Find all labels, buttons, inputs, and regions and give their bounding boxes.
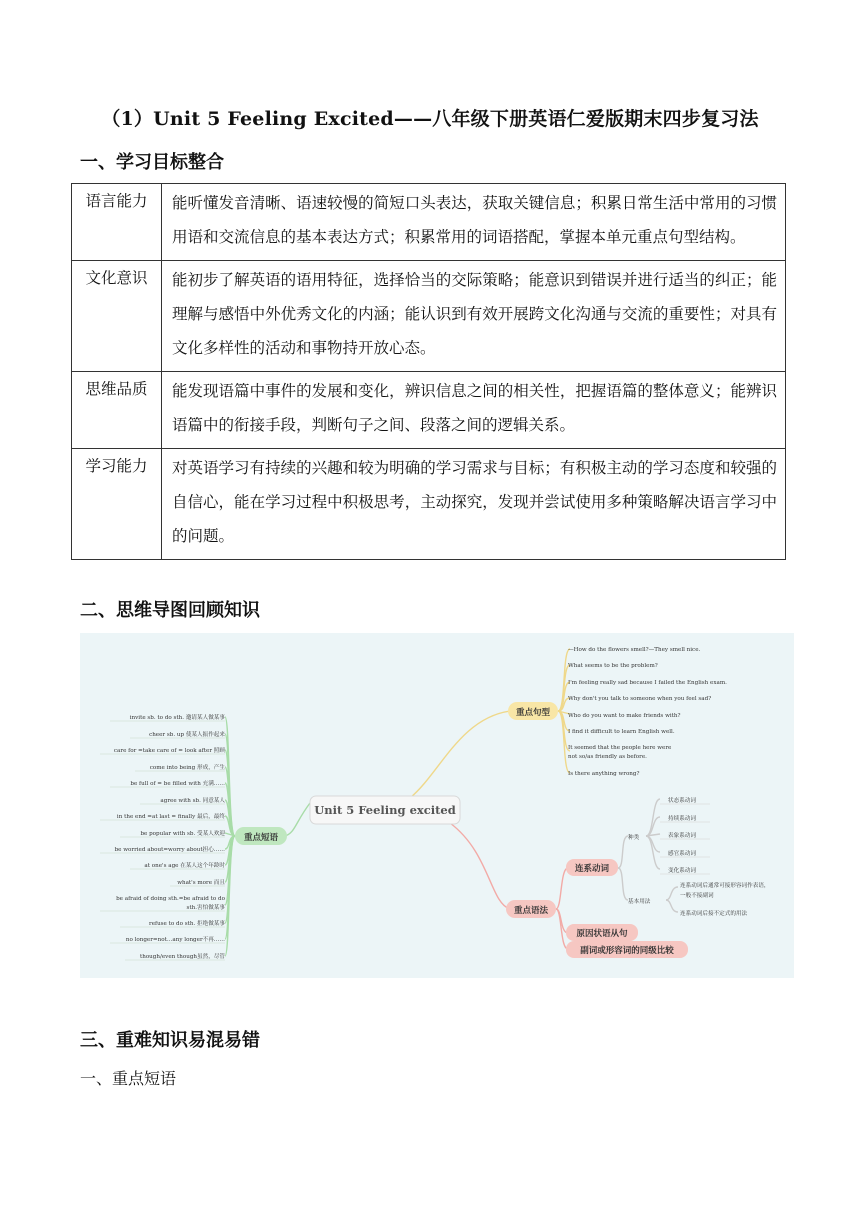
usage-item: 连系动词后通常可接形容词作表语，: [680, 883, 770, 889]
phrase-item: no longer=not…any longer不再……: [125, 937, 225, 943]
phrase-item: care for =take care of = look after 照顾: [113, 748, 225, 754]
kind-item: 持续系动词: [668, 816, 696, 822]
goal-description: 能听懂发音清晰、语速较慢的简短口头表达，获取关键信息；积累日常生活中常用的习惯用语和交流信息的基本表达方式；积累常用的词语搭配，掌握本单元重点句型结构。: [162, 184, 786, 261]
sentence-item: What seems to be the problem?: [568, 663, 658, 669]
sentence-item: Why don't you talk to someone when you feel sad?: [568, 696, 712, 702]
document-title: （1）Unit 5 Feeling Excited——八年级下册英语仁爱版期末四步复习法: [101, 108, 759, 130]
usage-item: 连系动词后接不定式的用法: [680, 911, 748, 917]
section-heading-mindmap: 二、思维导图回顾知识: [80, 600, 260, 621]
sentence-item: Is there anything wrong?: [568, 771, 640, 777]
sentence-item: —How do the flowers smell?—They smell nice.: [568, 647, 701, 653]
usage-label: 基本用法: [628, 899, 651, 905]
kinds-label: 种类: [628, 835, 640, 841]
phrase-item: refuse to do sth. 拒绝做某事: [149, 921, 225, 927]
table-row: [72, 261, 786, 372]
mind-map-center-label: Unit 5 Feeling excited: [314, 803, 456, 817]
kind-item: 表象系动词: [668, 833, 696, 839]
sentence-item: Who do you want to make friends with?: [568, 713, 681, 719]
section-heading-key-points: 三、重难知识易混易错: [80, 1030, 260, 1051]
phrase-item: what's more 而且: [177, 880, 225, 886]
phrase-item: cheer sb. up 使某人振作起来: [149, 732, 225, 738]
phrase-item: agree with sb. 同意某人: [160, 798, 225, 804]
comparison-label: 副词或形容词的同级比较: [580, 946, 674, 956]
kind-item: 状态系动词: [668, 798, 696, 804]
mind-map-canvas: [80, 633, 794, 978]
goal-description: 能发现语篇中事件的发展和变化，辨识信息之间的相关性，把握语篇的整体意义；能辨识语篇中的衔接手段，判断句子之间、段落之间的逻辑关系。: [162, 372, 786, 449]
goal-label: 语言能力: [72, 184, 162, 261]
subsection-heading-phrases: 一、重点短语: [80, 1069, 177, 1088]
usage-item: 一般不接副词: [680, 893, 714, 899]
goals-table: [71, 183, 786, 560]
sentence-item: It seemed that the people here were: [568, 745, 672, 751]
phrase-item: be afraid of doing sth.=be afraid to do: [116, 896, 225, 902]
linking-verbs-label: 连系动词: [574, 864, 610, 874]
kind-item: 变化系动词: [668, 868, 696, 874]
goal-label: 学习能力: [72, 449, 162, 560]
phrase-item: at one's age 在某人这个年龄时: [144, 863, 225, 869]
grammar-node-label: 重点语法: [513, 906, 549, 916]
phrase-item: invite sb. to do sth. 邀请某人做某事: [129, 715, 225, 721]
cause-clause-label: 原因状语从句: [576, 929, 628, 939]
section-heading-goals: 一、学习目标整合: [80, 152, 224, 173]
sentence-item: not so/as friendly as before.: [568, 754, 647, 760]
table-row: [72, 372, 786, 449]
phrase-item: sth.害怕做某事: [186, 905, 225, 911]
goal-description: 对英语学习有持续的兴趣和较为明确的学习需求与目标；有积极主动的学习态度和较强的自信心，能在学习过程中积极思考，主动探究，发现并尝试使用多种策略解决语言学习中的问题。: [162, 449, 786, 560]
phrase-item: come into being 形成，产生: [149, 765, 225, 771]
mind-map: [80, 633, 794, 978]
goal-label: 思维品质: [72, 372, 162, 449]
kind-item: 感官系动词: [668, 851, 696, 857]
goal-label: 文化意识: [72, 261, 162, 372]
table-row: [72, 184, 786, 261]
table-row: [72, 449, 786, 560]
sentence-item: I find it difficult to learn English well.: [568, 729, 675, 735]
sentence-item: I'm feeling really sad because I failed the English exam.: [568, 680, 727, 686]
sentences-node-label: 重点句型: [515, 708, 551, 718]
goal-description: 能初步了解英语的语用特征，选择恰当的交际策略；能意识到错误并进行适当的纠正；能理解与感悟中外优秀文化的内涵；能认识到有效开展跨文化沟通与交流的重要性；对具有文化多样性的活动和事物持开放心态。: [162, 261, 786, 372]
phrase-item: be popular with sb. 受某人欢迎: [140, 831, 225, 837]
phrase-item: though/even though虽然，尽管: [139, 954, 225, 960]
phrase-item: be worried about=worry about担心……: [114, 847, 225, 853]
phrases-node-label: 重点短语: [243, 833, 279, 843]
phrase-item: be full of = be filled with 充满……: [130, 781, 225, 787]
phrase-item: in the end =at last = finally 最后，最终: [116, 814, 225, 820]
